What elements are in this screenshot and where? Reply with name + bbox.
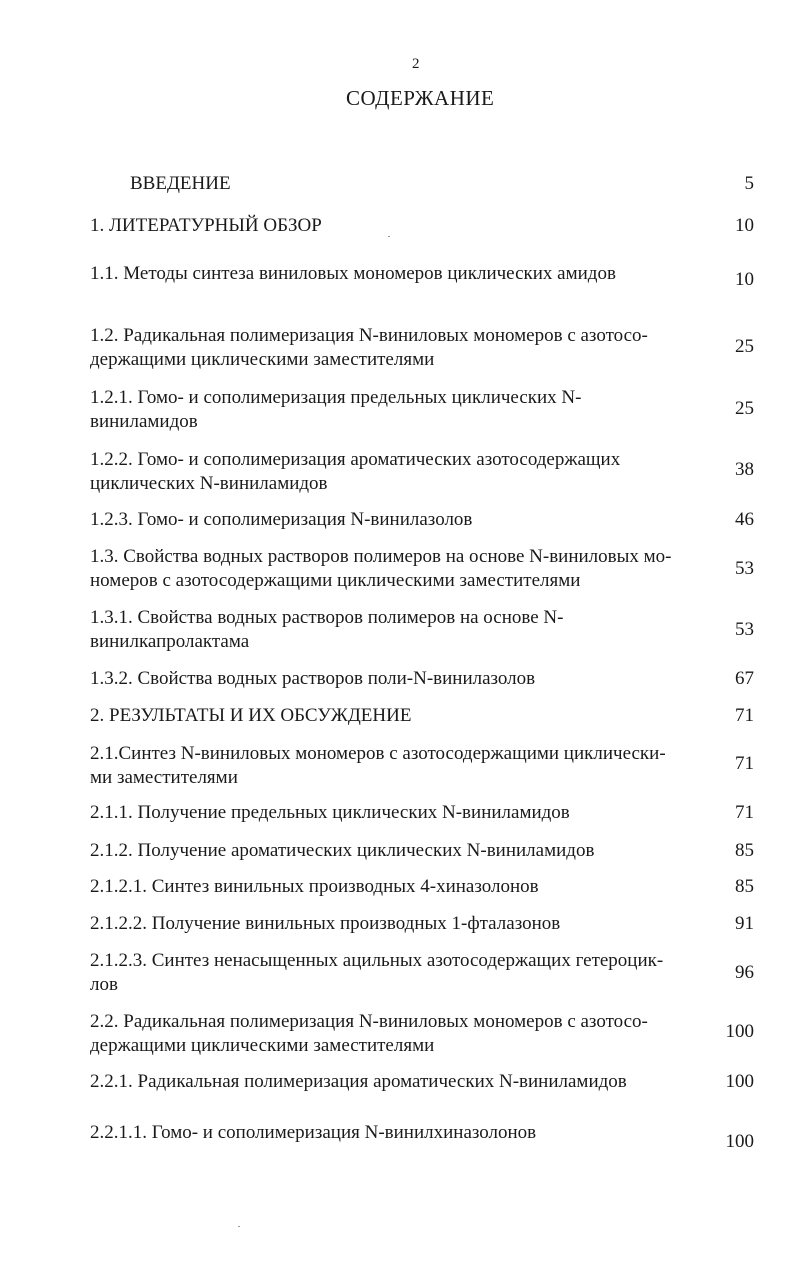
- toc-entry-text: 2.1.1. Получение предельных циклических N-виниламидов: [90, 802, 570, 823]
- scan-speck: [238, 1226, 240, 1227]
- toc-entry-text: 1.2. Радикальная полимеризация N-виниловых мономеров с азотосо-: [90, 325, 648, 346]
- toc-entry-text: держащими циклическими заместителями: [90, 349, 435, 370]
- toc-entry-text: 1.3.2. Свойства водных растворов поли-N-винилазолов: [90, 668, 536, 689]
- toc-entry-text: 2.1.Синтез N-виниловых мономеров с азотосодержащими циклически-: [90, 743, 666, 764]
- toc-entry-page: 91: [735, 913, 754, 934]
- toc-entry-page: 71: [735, 802, 754, 823]
- toc-entry-text: циклических N-виниламидов: [90, 473, 328, 494]
- toc-entry-text: 2. РЕЗУЛЬТАТЫ И ИХ ОБСУЖДЕНИЕ: [90, 705, 412, 726]
- toc-entry-text: номеров с азотосодержащими циклическими заместителями: [90, 570, 581, 591]
- toc-entry-text: винилкапролактама: [90, 631, 250, 652]
- toc-entry-page: 25: [735, 398, 754, 419]
- toc-entry-page: 96: [735, 962, 754, 983]
- toc-entry-text: 2.1.2.2. Получение винильных производных 1-фталазонов: [90, 913, 561, 934]
- toc-entry-page: 46: [735, 509, 754, 530]
- toc-entry-page: 85: [735, 876, 754, 897]
- toc-entry-text: 2.2.1. Радикальная полимеризация ароматических N-виниламидов: [90, 1071, 627, 1092]
- toc-entry-text: ВВЕДЕНИЕ: [130, 173, 231, 194]
- toc-entry-text: 2.1.2.3. Синтез ненасыщенных ацильных азотосодержащих гетероцик-: [90, 950, 664, 971]
- toc-entry-text: лов: [90, 974, 118, 995]
- toc-entry-text: 2.2. Радикальная полимеризация N-виниловых мономеров с азотосо-: [90, 1011, 648, 1032]
- toc-entry-page: 67: [735, 668, 754, 689]
- toc-entry-page: 71: [735, 753, 754, 774]
- toc-entry-text: 1.2.3. Гомо- и сополимеризация N-винилазолов: [90, 509, 473, 530]
- toc-entry-page: 53: [735, 558, 754, 579]
- toc-entry-text: 1.2.2. Гомо- и сополимеризация ароматических азотосодержащих: [90, 449, 621, 470]
- toc-entry-page: 53: [735, 619, 754, 640]
- toc-entry-page: 100: [725, 1131, 754, 1152]
- toc-entry-page: 85: [735, 840, 754, 861]
- toc-entry-text: 1.1. Методы синтеза виниловых мономеров циклических амидов: [90, 263, 616, 284]
- toc-entry-page: 10: [735, 269, 754, 290]
- toc-entry-text: 2.2.1.1. Гомо- и сополимеризация N-винилхиназолонов: [90, 1122, 537, 1143]
- page-number: 2: [412, 56, 420, 72]
- toc-entry-text: виниламидов: [90, 411, 198, 432]
- toc-entry-page: 5: [744, 173, 754, 194]
- toc-entry-page: 100: [725, 1071, 754, 1092]
- toc-entry-page: 38: [735, 459, 754, 480]
- page-title: СОДЕРЖАНИЕ: [346, 86, 495, 110]
- toc-entry-text: держащими циклическими заместителями: [90, 1035, 435, 1056]
- toc-entry-text: ми заместителями: [90, 767, 238, 788]
- toc-entry-text: 1.2.1. Гомо- и сополимеризация предельных циклических N-: [90, 387, 582, 408]
- toc-entry-page: 25: [735, 336, 754, 357]
- toc-entry-text: 1. ЛИТЕРАТУРНЫЙ ОБЗОР: [90, 215, 322, 236]
- toc-entry-text: 1.3.1. Свойства водных растворов полимеров на основе N-: [90, 607, 564, 628]
- toc-entry-text: 2.1.2. Получение ароматических циклических N-виниламидов: [90, 840, 595, 861]
- toc-entry-page: 100: [725, 1021, 754, 1042]
- toc-entry-page: 71: [735, 705, 754, 726]
- scan-speck: [388, 236, 390, 237]
- toc-entry-page: 10: [735, 215, 754, 236]
- toc-entry-text: 1.3. Свойства водных растворов полимеров на основе N-виниловых мо-: [90, 546, 672, 567]
- toc-entry-text: 2.1.2.1. Синтез винильных производных 4-хиназолонов: [90, 876, 539, 897]
